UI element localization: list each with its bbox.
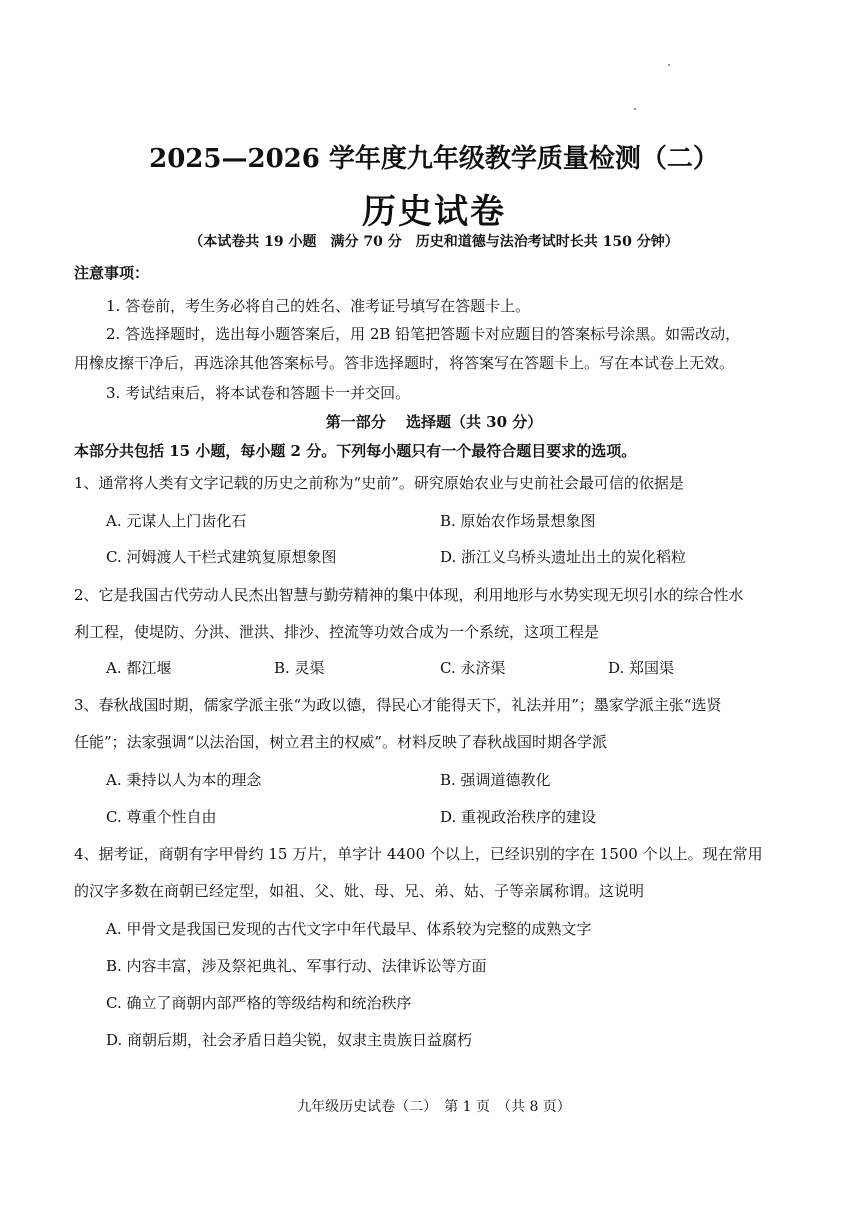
question-1-option-d: D. 浙江义乌桥头遗址出土的炭化稻粒 [440,548,687,566]
question-2-stem-line-2: 利工程，使堤防、分洪、泄洪、排沙、控流等功效合成为一个系统，这项工程是 [74,623,600,641]
notice-item-2-line-2: 用橡皮擦干净后，再选涂其他答案标号。答非选择题时，将答案写在答题卡上。写在本试卷上无效。 [74,354,735,372]
question-2-stem-line-1: 2、它是我国古代劳动人民杰出智慧与勤劳精神的集中体现，利用地形与水势实现无坝引水的综合性水 [74,586,744,604]
scan-speck [668,64,670,66]
question-4-option-a: A. 甲骨文是我国已发现的古代文字中年代最早、体系较为完整的成熟文字 [106,920,592,938]
notice-heading: 注意事项： [74,264,150,282]
question-3-stem-line-2: 任能”；法家强调“以法治国，树立君主的权威”。材料反映了春秋战国时期各学派 [74,733,608,751]
question-4-stem-line-1: 4、据考证，商朝有字甲骨约 15 万片，单字计 4400 个以上，已经识别的字在 1500 个以上。现在常用 [74,845,763,863]
question-4-stem-line-2: 的汉字多数在商朝已经定型，如祖、父、妣、母、兄、弟、姑、子等亲属称谓。这说明 [74,882,645,900]
question-3-stem-line-1: 3、春秋战国时期，儒家学派主张“为政以德，得民心才能得天下，礼法并用”；墨家学派主张“选贤 [74,696,722,714]
subject-title: 历史试卷 [362,192,506,232]
exam-title: 2025—2026 学年度九年级教学质量检测（二） [149,144,719,174]
section-heading: 第一部分 选择题（共 30 分） [325,413,543,431]
question-1-option-a: A. 元谋人上门齿化石 [106,512,247,530]
scan-speck [634,108,636,110]
question-4-option-b: B. 内容丰富，涉及祭祀典礼、军事行动、法律诉讼等方面 [106,957,487,975]
question-2-option-d: D. 郑国渠 [608,659,675,677]
notice-item-3: 3. 考试结束后，将本试卷和答题卡一并交回。 [106,384,411,402]
question-2-option-b: B. 灵渠 [274,659,325,677]
question-4-option-c: C. 确立了商朝内部严格的等级结构和统治秩序 [106,994,412,1012]
question-3-option-c: C. 尊重个性自由 [106,808,217,826]
notice-item-2-line-1: 2. 答选择题时，选出每小题答案后，用 2B 铅笔把答题卡对应题目的答案标号涂黑。如需改动， [106,325,741,343]
question-2-option-c: C. 永济渠 [440,659,506,677]
question-1-option-c: C. 河姆渡人干栏式建筑复原想象图 [106,548,337,566]
question-2-option-a: A. 都江堰 [106,659,172,677]
question-3-option-a: A. 秉持以人为本的理念 [106,771,262,789]
question-1-stem: 1、通常将人类有文字记载的历史之前称为“史前”。研究原始农业与史前社会最可信的依据是 [74,474,684,492]
notice-item-1: 1. 答卷前，考生务必将自己的姓名、准考证号填写在答题卡上。 [106,297,531,315]
question-4-option-d: D. 商朝后期，社会矛盾日趋尖锐，奴隶主贵族日益腐朽 [106,1031,473,1049]
exam-info: （本试卷共 19 小题 满分 70 分 历史和道德与法治考试时长共 150 分钟） [189,234,679,250]
page-footer: 九年级历史试卷（二） 第 1 页 （共 8 页） [297,1099,571,1115]
question-1-option-b: B. 原始农作场景想象图 [440,512,596,530]
question-3-option-b: B. 强调道德教化 [440,771,551,789]
section-instruction: 本部分共包括 15 小题，每小题 2 分。下列每小题只有一个最符合题目要求的选项。 [74,442,637,460]
question-3-option-d: D. 重视政治秩序的建设 [440,808,597,826]
